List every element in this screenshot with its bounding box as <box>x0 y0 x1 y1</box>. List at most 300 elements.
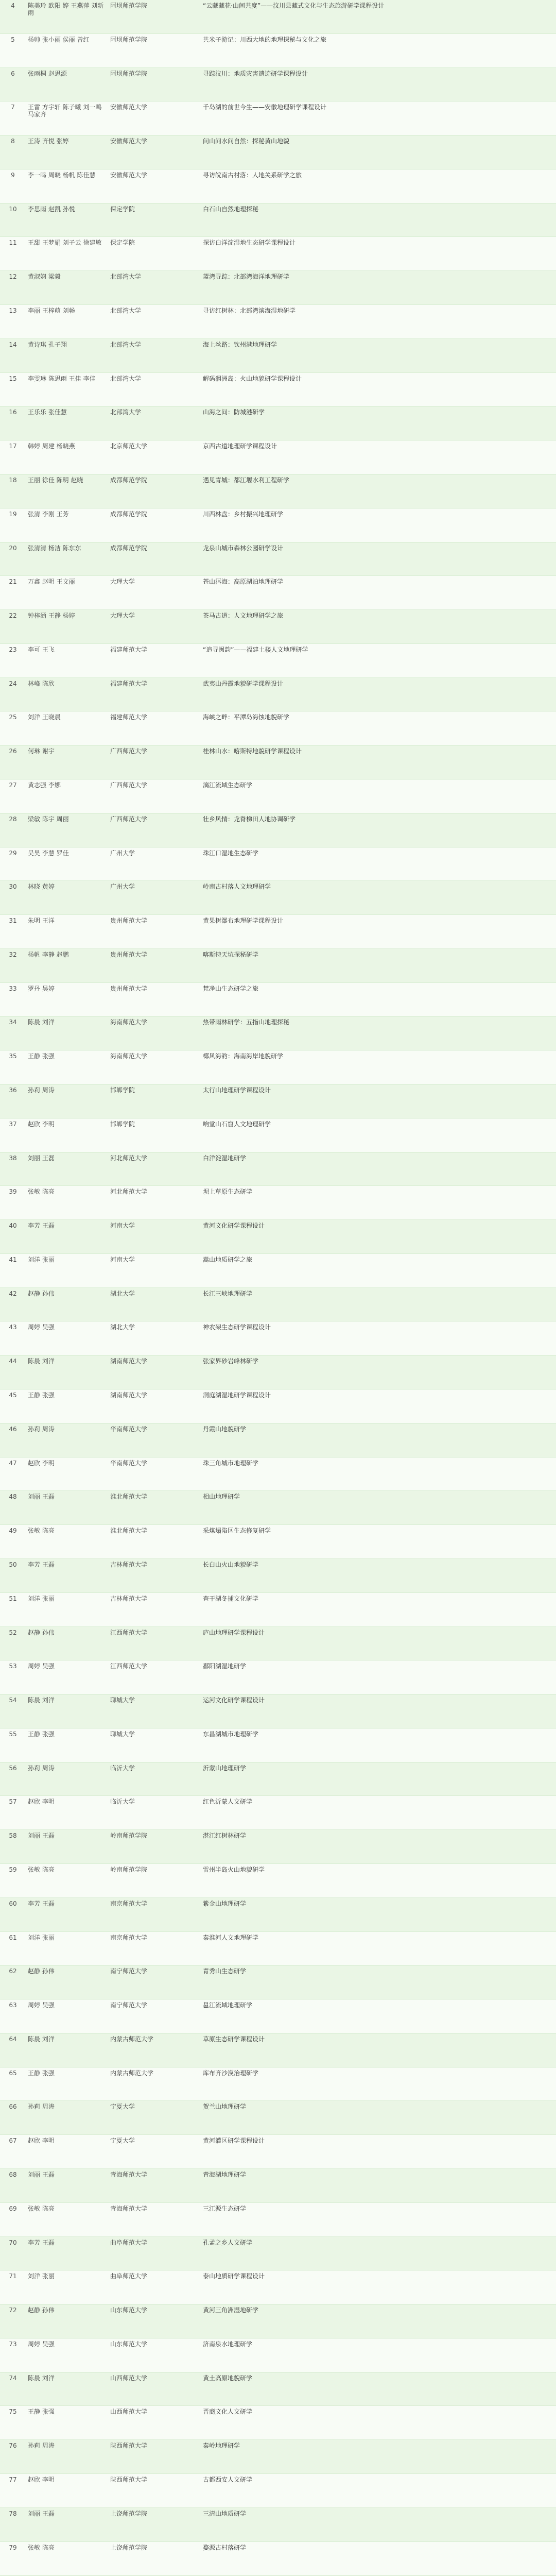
team-members: 黄志强 李娜 <box>28 781 61 789</box>
table-row <box>0 1728 556 1762</box>
team-members: 王乐乐 张佳慧 <box>28 409 67 416</box>
award-level <box>499 1830 556 1863</box>
row-number: 71 <box>9 2273 17 2280</box>
award-level <box>499 1423 556 1457</box>
row-number: 63 <box>9 2002 17 2009</box>
school-name: 广州大学 <box>110 849 135 857</box>
row-number: 65 <box>9 2069 17 2077</box>
tutor-name <box>407 1830 499 1863</box>
work-title: 热带雨林研学：五指山地理探秘 <box>203 1019 290 1026</box>
row-number: 5 <box>11 36 15 43</box>
row-number: 32 <box>9 951 17 958</box>
team-members: 张敏 陈亮 <box>28 1527 55 1535</box>
table-row <box>0 2338 556 2372</box>
table-row <box>0 1627 556 1661</box>
school-name: 北部湾大学 <box>110 375 142 382</box>
work-title: 寻访红树林：北部湾滨海湿地研学 <box>203 307 296 315</box>
work-title: 三清山地质研学 <box>203 2510 247 2517</box>
work-title: 龙泉山城市森林公园研学设计 <box>203 544 284 552</box>
work-title: 雷州半岛火山地貌研学 <box>203 1866 265 1873</box>
table-row <box>0 2304 556 2338</box>
team-members: 赵欣 李明 <box>28 2476 55 2484</box>
tutor-name <box>407 2237 499 2270</box>
team-members: 周婷 吴强 <box>28 1324 55 1331</box>
tutor-name <box>407 1118 499 1152</box>
table-row <box>0 2169 556 2203</box>
tutor-name <box>407 1593 499 1626</box>
row-number: 39 <box>9 1188 17 1196</box>
row-number: 74 <box>9 2374 17 2382</box>
team-members: 陈晨 刘洋 <box>28 2035 55 2043</box>
award-level <box>499 2067 556 2101</box>
school-name: 广西师范大学 <box>110 781 148 789</box>
tutor-name <box>407 406 499 440</box>
row-number: 8 <box>11 138 15 145</box>
tutor-name <box>407 2033 499 2067</box>
tutor-name <box>407 1627 499 1660</box>
award-level <box>499 2542 556 2575</box>
tutor-name <box>407 779 499 813</box>
award-level <box>499 237 556 270</box>
row-number: 68 <box>9 2171 17 2178</box>
school-name: 邯郸学院 <box>110 1087 135 1094</box>
tutor-name <box>407 1491 499 1524</box>
table-row <box>0 373 556 407</box>
tutor-name <box>407 373 499 406</box>
school-name: 北部湾大学 <box>110 341 142 348</box>
row-number: 7 <box>11 104 15 111</box>
tutor-name <box>407 2338 499 2372</box>
table-row <box>0 1254 556 1288</box>
school-name: 湖南师范大学 <box>110 1358 148 1365</box>
work-title: 椰风海韵：海南海岸地貌研学 <box>203 1053 284 1060</box>
award-level <box>499 1050 556 1084</box>
tutor-name <box>407 848 499 881</box>
award-level <box>499 1254 556 1287</box>
table-row <box>0 0 556 34</box>
school-name: 陕西师范大学 <box>110 2476 148 2484</box>
school-name: 华南师范大学 <box>110 1425 148 1433</box>
row-number: 73 <box>9 2340 17 2348</box>
work-title: 青海湖地理研学 <box>203 2171 247 2178</box>
award-level <box>499 2406 556 2439</box>
team-members: 陈美玲 欧阳 婷 王燕萍 刘新雨 <box>28 2 104 16</box>
team-members: 孙莉 周涛 <box>28 2103 55 2111</box>
table-row <box>0 1525 556 1559</box>
table-row <box>0 1491 556 1525</box>
table-row <box>0 848 556 882</box>
row-number: 15 <box>9 375 17 382</box>
table-row <box>0 881 556 915</box>
work-title: 草原生态研学课程设计 <box>203 2035 265 2043</box>
table-row <box>0 1389 556 1423</box>
team-members: 林晓 黄婷 <box>28 883 55 891</box>
team-members: 王甜 王梦娟 刘子云 徐建敏 <box>28 239 102 247</box>
tutor-name <box>407 2203 499 2236</box>
tutor-name <box>407 2542 499 2575</box>
table-row <box>0 1965 556 1999</box>
team-members: 刘丽 王磊 <box>28 1154 55 1162</box>
table-row <box>0 135 556 170</box>
school-name: 聊城大学 <box>110 1730 135 1738</box>
tutor-name <box>407 915 499 948</box>
school-name: 南宁师范大学 <box>110 2002 148 2009</box>
school-name: 海南师范大学 <box>110 1053 148 1060</box>
award-level <box>499 678 556 711</box>
work-title: 黄河三角洲湿地研学 <box>203 2307 259 2314</box>
table-row <box>0 1084 556 1118</box>
tutor-name <box>407 1796 499 1829</box>
team-members: 孙莉 周涛 <box>28 2442 55 2450</box>
row-number: 46 <box>9 1425 17 1433</box>
school-name: 大理大学 <box>110 612 135 620</box>
tutor-name <box>407 2067 499 2101</box>
work-title: 桂林山水：喀斯特地貌研学课程设计 <box>203 748 302 755</box>
table-row <box>0 204 556 238</box>
award-level <box>499 474 556 508</box>
team-members: 赵欣 李明 <box>28 1798 55 1806</box>
tutor-name <box>407 305 499 338</box>
school-name: 安徽师范大学 <box>110 104 148 111</box>
work-title: 贺兰山地理研学 <box>203 2103 247 2111</box>
table-row <box>0 1593 556 1627</box>
work-title: 泰山地质研学课程设计 <box>203 2273 265 2280</box>
work-title: 苍山洱海：高原湖泊地理研学 <box>203 578 284 586</box>
team-members: 罗丹 吴婷 <box>28 985 55 992</box>
table-row <box>0 1796 556 1830</box>
tutor-name <box>407 2101 499 2134</box>
row-number: 51 <box>9 1595 17 1602</box>
school-name: 海南师范大学 <box>110 1019 148 1026</box>
tutor-name <box>407 2474 499 2507</box>
row-number: 6 <box>11 70 15 77</box>
row-number: 77 <box>9 2476 17 2484</box>
work-title: 漓江流域生态研学 <box>203 781 253 789</box>
team-members: 梁敏 陈宇 周丽 <box>28 815 69 823</box>
team-members: 王雷 方宇轩 陈子曦 刘一鸣 马家齐 <box>28 104 102 118</box>
table-row <box>0 339 556 373</box>
award-level <box>499 305 556 338</box>
team-members: 刘丽 王磊 <box>28 2171 55 2178</box>
award-level <box>499 1016 556 1050</box>
row-number: 9 <box>11 171 15 179</box>
school-name: 淮北师范大学 <box>110 1527 148 1535</box>
table-row <box>0 1898 556 1932</box>
school-name: 河北师范大学 <box>110 1188 148 1196</box>
tutor-name <box>407 2440 499 2473</box>
award-level <box>499 1559 556 1592</box>
award-level <box>499 1525 556 1558</box>
row-number: 26 <box>9 748 17 755</box>
school-name: 南京师范大学 <box>110 1900 148 1907</box>
award-level <box>499 406 556 440</box>
tutor-name <box>407 204 499 237</box>
tutor-name <box>407 2372 499 2406</box>
school-name: 河南大学 <box>110 1256 135 1263</box>
work-title: 千岛湖的前世今生——安徽地理研学课程设计 <box>203 104 327 111</box>
award-level <box>499 1999 556 2033</box>
team-members: 张敏 陈亮 <box>28 2544 55 2551</box>
tutor-name <box>407 1153 499 1186</box>
team-members: 王静 张强 <box>28 2408 55 2416</box>
tutor-name <box>407 1898 499 1931</box>
award-level <box>499 339 556 372</box>
row-number: 22 <box>9 612 17 620</box>
tutor-name <box>407 509 499 542</box>
table-row <box>0 1830 556 1864</box>
tutor-name <box>407 1220 499 1253</box>
tutor-name <box>407 610 499 643</box>
tutor-name <box>407 1355 499 1389</box>
work-title: 遇见青城：都江堰水利工程研学 <box>203 476 290 484</box>
school-name: 上饶师范学院 <box>110 2544 148 2551</box>
team-members: 李雯琳 陈思雨 王佳 李佳 <box>28 375 96 382</box>
work-title: 济南泉水地理研学 <box>203 2340 253 2348</box>
row-number: 57 <box>9 1798 17 1806</box>
team-members: 黄诗琪 孔子翔 <box>28 341 67 348</box>
team-members: 何琳 谢宇 <box>28 748 55 755</box>
table-row <box>0 1050 556 1084</box>
tutor-name <box>407 271 499 304</box>
table-row <box>0 711 556 745</box>
tutor-name <box>407 1999 499 2033</box>
team-members: 王丽 徐佳 陈明 赵晓 <box>28 476 83 484</box>
row-number: 50 <box>9 1561 17 1568</box>
school-name: 临沂大学 <box>110 1798 135 1806</box>
team-members: 刘洋 张丽 <box>28 1595 55 1602</box>
row-number: 45 <box>9 1392 17 1399</box>
tutor-name <box>407 1458 499 1491</box>
award-level <box>499 509 556 542</box>
row-number: 35 <box>9 1053 17 1060</box>
team-members: 刘洋 张丽 <box>28 1934 55 1941</box>
table-row <box>0 509 556 543</box>
school-name: 陕西师范大学 <box>110 2442 148 2450</box>
tutor-name <box>407 237 499 270</box>
school-name: 成都师范学院 <box>110 544 148 552</box>
award-level <box>499 1118 556 1152</box>
school-name: 青海师范大学 <box>110 2205 148 2212</box>
award-level <box>499 1084 556 1118</box>
table-row <box>0 101 556 135</box>
team-members: 刘洋 王晓晨 <box>28 714 61 721</box>
work-title: 白洋淀湿地研学 <box>203 1154 247 1162</box>
team-members: 王静 张强 <box>28 1392 55 1399</box>
row-number: 72 <box>9 2307 17 2314</box>
work-title: 喀斯特天坑探秘研学 <box>203 951 259 958</box>
school-name: 北京师范大学 <box>110 443 148 450</box>
table-row <box>0 1153 556 1187</box>
team-members: 万鑫 赵明 王文丽 <box>28 578 75 586</box>
tutor-name <box>407 1525 499 1558</box>
tutor-name <box>407 1423 499 1457</box>
team-members: 李芳 王磊 <box>28 1222 55 1230</box>
work-title: 共米子游记：川西大地的地理探秘与文化之旅 <box>203 36 327 43</box>
work-title: 海上丝路：钦州港地理研学 <box>203 341 277 348</box>
tutor-name <box>407 170 499 203</box>
work-title: 蓝湾寻踪：北部湾海洋地理研学 <box>203 273 290 281</box>
row-number: 52 <box>9 1629 17 1636</box>
school-name: 福建师范大学 <box>110 680 148 687</box>
tutor-name <box>407 1728 499 1762</box>
award-level <box>499 440 556 474</box>
award-level <box>499 1288 556 1321</box>
award-level <box>499 1660 556 1694</box>
team-members: 孙莉 周涛 <box>28 1087 55 1094</box>
row-number: 70 <box>9 2239 17 2246</box>
team-members: 孙莉 周涛 <box>28 1764 55 1772</box>
tutor-name <box>407 644 499 677</box>
award-level <box>499 0 556 33</box>
tutor-name <box>407 1321 499 1355</box>
table-row <box>0 2067 556 2102</box>
work-title: 海峡之畔：平潭岛海蚀地貌研学 <box>203 714 290 721</box>
school-name: 成都师范学院 <box>110 510 148 518</box>
tutor-name <box>407 1288 499 1321</box>
table-row <box>0 644 556 678</box>
award-level <box>499 915 556 948</box>
table-row <box>0 2372 556 2406</box>
school-name: 上饶师范学院 <box>110 2510 148 2517</box>
award-level <box>499 101 556 135</box>
row-number: 11 <box>9 239 17 247</box>
work-title: 运河文化研学课程设计 <box>203 1697 265 1704</box>
table-row <box>0 1762 556 1797</box>
tutor-name <box>407 34 499 67</box>
school-name: 山西师范大学 <box>110 2408 148 2416</box>
row-number: 4 <box>11 2 15 9</box>
team-members: 杨帅 张小丽 侯丽 曾红 <box>28 36 90 43</box>
team-members: 刘洋 张丽 <box>28 2273 55 2280</box>
school-name: 曲阜师范大学 <box>110 2273 148 2280</box>
school-name: 江西师范大学 <box>110 1663 148 1670</box>
table-row <box>0 440 556 474</box>
school-name: 山东师范大学 <box>110 2340 148 2348</box>
school-name: 阿坝师范学院 <box>110 70 148 77</box>
row-number: 25 <box>9 714 17 721</box>
school-name: 吉林师范大学 <box>110 1595 148 1602</box>
school-name: 山西师范大学 <box>110 2374 148 2382</box>
team-members: 韩婷 周建 杨晓燕 <box>28 443 75 450</box>
work-title: 长白山火山地貌研学 <box>203 1561 259 1568</box>
tutor-name <box>407 1559 499 1592</box>
table-row <box>0 2033 556 2067</box>
team-members: 刘丽 王磊 <box>28 1832 55 1840</box>
row-number: 48 <box>9 1493 17 1501</box>
school-name: 聊城大学 <box>110 1697 135 1704</box>
work-title: 庐山地理研学课程设计 <box>203 1629 265 1636</box>
tutor-name <box>407 101 499 135</box>
award-level <box>499 2338 556 2372</box>
table-row <box>0 1186 556 1220</box>
team-members: 赵静 孙伟 <box>28 1629 55 1636</box>
row-number: 31 <box>9 917 17 925</box>
tutor-name <box>407 2406 499 2439</box>
work-title: 太行山地理研学课程设计 <box>203 1087 271 1094</box>
school-name: 淮北师范大学 <box>110 1493 148 1501</box>
tutor-name <box>407 0 499 33</box>
school-name: 福建师范大学 <box>110 714 148 721</box>
table-row <box>0 170 556 204</box>
row-number: 21 <box>9 578 17 586</box>
award-level <box>499 745 556 779</box>
row-number: 66 <box>9 2103 17 2111</box>
row-number: 27 <box>9 781 17 789</box>
team-members: 王静 张强 <box>28 1053 55 1060</box>
tutor-name <box>407 2304 499 2338</box>
award-level <box>499 204 556 237</box>
row-number: 30 <box>9 883 17 891</box>
team-members: 赵静 孙伟 <box>28 1290 55 1297</box>
award-level <box>499 1186 556 1219</box>
team-members: 赵静 孙伟 <box>28 2307 55 2314</box>
row-number: 78 <box>9 2510 17 2517</box>
row-number: 75 <box>9 2408 17 2416</box>
row-number: 13 <box>9 307 17 315</box>
school-name: 湖北大学 <box>110 1324 135 1331</box>
school-name: 湖南师范大学 <box>110 1392 148 1399</box>
row-number: 47 <box>9 1459 17 1467</box>
award-level <box>499 2135 556 2168</box>
tutor-name <box>407 1186 499 1219</box>
row-number: 20 <box>9 544 17 552</box>
row-number: 58 <box>9 1832 17 1840</box>
work-title: 东昌湖城市地理研学 <box>203 1730 259 1738</box>
team-members: 刘洋 张丽 <box>28 1256 55 1263</box>
work-title: 神农架生态研学课程设计 <box>203 1324 271 1331</box>
award-level <box>499 779 556 813</box>
row-number: 34 <box>9 1019 17 1026</box>
row-number: 29 <box>9 849 17 857</box>
school-name: 湖北大学 <box>110 1290 135 1297</box>
tutor-name <box>407 2270 499 2304</box>
award-level <box>499 949 556 982</box>
work-title: 响堂山石窟人文地理研学 <box>203 1120 271 1128</box>
work-title: 黄河灌区研学课程设计 <box>203 2137 265 2145</box>
table-row <box>0 1694 556 1728</box>
tutor-name <box>407 2135 499 2168</box>
team-members: 陈晨 刘洋 <box>28 1019 55 1026</box>
table-row <box>0 2542 556 2576</box>
team-members: 王涛 齐悦 张婷 <box>28 138 69 145</box>
row-number: 49 <box>9 1527 17 1535</box>
award-level <box>499 1593 556 1626</box>
work-title: 岭南古村落人文地理研学 <box>203 883 271 891</box>
school-name: 吉林师范大学 <box>110 1561 148 1568</box>
table-row <box>0 474 556 509</box>
work-title: 京西古道地理研学课程设计 <box>203 443 277 450</box>
award-level <box>499 1762 556 1796</box>
work-title: 探访白洋淀湿地生态研学课程设计 <box>203 239 296 247</box>
work-title: 紫金山地理研学 <box>203 1900 247 1907</box>
award-level <box>499 1389 556 1423</box>
work-title: 库布齐沙漠治理研学 <box>203 2069 259 2077</box>
award-level <box>499 2237 556 2270</box>
school-name: 安徽师范大学 <box>110 171 148 179</box>
school-name: 广西师范大学 <box>110 748 148 755</box>
school-name: 贵州师范大学 <box>110 917 148 925</box>
tutor-name <box>407 2508 499 2541</box>
table-row <box>0 2135 556 2169</box>
work-title: 黄土高原地貌研学 <box>203 2374 253 2382</box>
row-number: 16 <box>9 409 17 416</box>
award-level <box>499 814 556 847</box>
award-level <box>499 848 556 881</box>
row-number: 42 <box>9 1290 17 1297</box>
team-members: 林峰 陈欣 <box>28 680 55 687</box>
row-number: 79 <box>9 2544 17 2551</box>
row-number: 61 <box>9 1934 17 1941</box>
